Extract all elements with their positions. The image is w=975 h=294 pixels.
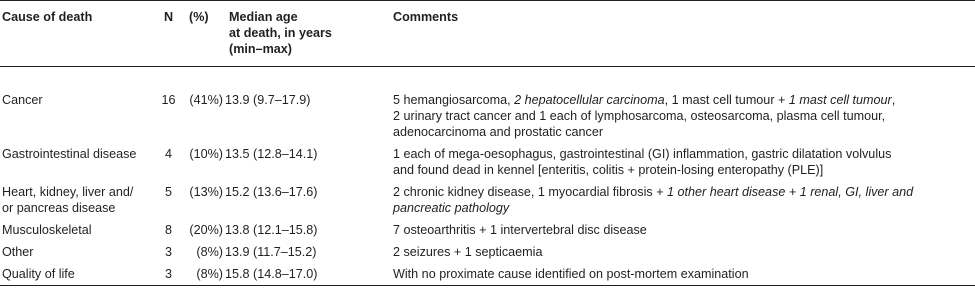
table-body bbox=[0, 67, 975, 286]
comment-text: 5 hemangiosarcoma, bbox=[393, 93, 515, 107]
comment-text: 2 seizures + 1 septicaemia bbox=[393, 245, 543, 259]
cell-n: 3 bbox=[152, 264, 185, 286]
comment-text: 7 osteoarthritis + 1 intervertebral disc disease bbox=[393, 223, 647, 237]
cell-percent: (8%) bbox=[185, 264, 223, 286]
comment-text: adenocarcinoma and prostatic cancer bbox=[393, 125, 604, 139]
table-row-heart-kidney-liver bbox=[0, 182, 975, 220]
cell-cause: Gastrointestinal disease bbox=[2, 147, 137, 161]
header-age-line1: Median age bbox=[229, 10, 298, 24]
header-median-age bbox=[223, 1, 390, 67]
cell-comments bbox=[390, 242, 975, 264]
cell-n: 8 bbox=[164, 223, 172, 237]
comment-italic-text: 2 hepatocellular carcinoma bbox=[514, 93, 665, 107]
cell-percent: (20%) bbox=[189, 223, 223, 237]
cell-n: 16 bbox=[161, 93, 176, 107]
cell-cause: Quality of life bbox=[0, 264, 152, 286]
cause-line: or pancreas disease bbox=[2, 201, 116, 215]
comment-italic-text: 1 mast cell tumour bbox=[788, 93, 892, 107]
comment-italic-text: pancreatic pathology bbox=[393, 201, 510, 215]
comment-text: 2 chronic kidney disease, 1 myocardial fibrosis + bbox=[393, 185, 668, 199]
cell-median-age: 15.8 (14.8–17.0) bbox=[223, 264, 390, 286]
cell-cause: Cancer bbox=[2, 93, 43, 107]
cell-comments bbox=[390, 67, 975, 145]
cell-median-age: 15.2 (13.6–17.6) bbox=[225, 185, 318, 199]
cell-percent: (8%) bbox=[196, 245, 223, 259]
cell-comments bbox=[390, 182, 975, 220]
cause-line: Heart, kidney, liver and/ bbox=[2, 185, 134, 199]
comment-italic-text: 1 other heart disease + 1 renal, GI, liver and bbox=[667, 185, 914, 199]
comment-text: With no proximate cause identified on post-mortem examination bbox=[393, 267, 749, 281]
table-header bbox=[0, 1, 975, 67]
cell-n: 4 bbox=[164, 147, 172, 161]
cell-median-age: 13.8 (12.1–15.8) bbox=[225, 223, 318, 237]
cell-median-age: 13.9 (11.7–15.2) bbox=[225, 245, 317, 259]
cell-cause: Other bbox=[2, 245, 34, 259]
cell-median-age: 13.5 (12.8–14.1) bbox=[225, 147, 318, 161]
header-age-line2: at death, in years bbox=[229, 26, 332, 40]
comment-text: and found dead in kennel [enteritis, colitis + protein-losing enteropathy (PLE)] bbox=[393, 163, 824, 177]
cell-comments bbox=[390, 144, 975, 182]
header-n: N bbox=[152, 1, 185, 67]
comment-text: 1 each of mega-oesophagus, gastrointestinal (GI) inflammation, gastric dilatation volvulus bbox=[393, 147, 892, 161]
header-row bbox=[0, 1, 975, 67]
header-cause: Cause of death bbox=[0, 1, 152, 67]
table-row-other bbox=[0, 242, 975, 264]
cell-comments bbox=[390, 264, 975, 286]
cell-n: 5 bbox=[164, 185, 172, 199]
cell-cause bbox=[0, 182, 152, 220]
cell-percent: (41%) bbox=[189, 93, 223, 107]
cell-n: 3 bbox=[164, 245, 172, 259]
table-row-cancer bbox=[0, 67, 975, 145]
cell-cause: Musculoskeletal bbox=[2, 223, 92, 237]
table-row-gastrointestinal bbox=[0, 144, 975, 182]
cell-percent: (13%) bbox=[189, 185, 223, 199]
header-age-line3: (min–max) bbox=[229, 42, 292, 56]
header-comments: Comments bbox=[390, 1, 975, 67]
comment-text: , bbox=[891, 93, 896, 107]
header-percent: (%) bbox=[185, 1, 223, 67]
cell-percent: (10%) bbox=[189, 147, 223, 161]
comment-text: , 1 mast cell tumour + bbox=[664, 93, 789, 107]
cell-comments bbox=[390, 220, 975, 242]
comment-text: 2 urinary tract cancer and 1 each of lymphosarcoma, osteosarcoma, plasma cell tumour, bbox=[393, 109, 886, 123]
cell-median-age: 13.9 (9.7–17.9) bbox=[225, 93, 311, 107]
table-row-quality-of-life bbox=[0, 264, 975, 286]
table-row-musculoskeletal bbox=[0, 220, 975, 242]
